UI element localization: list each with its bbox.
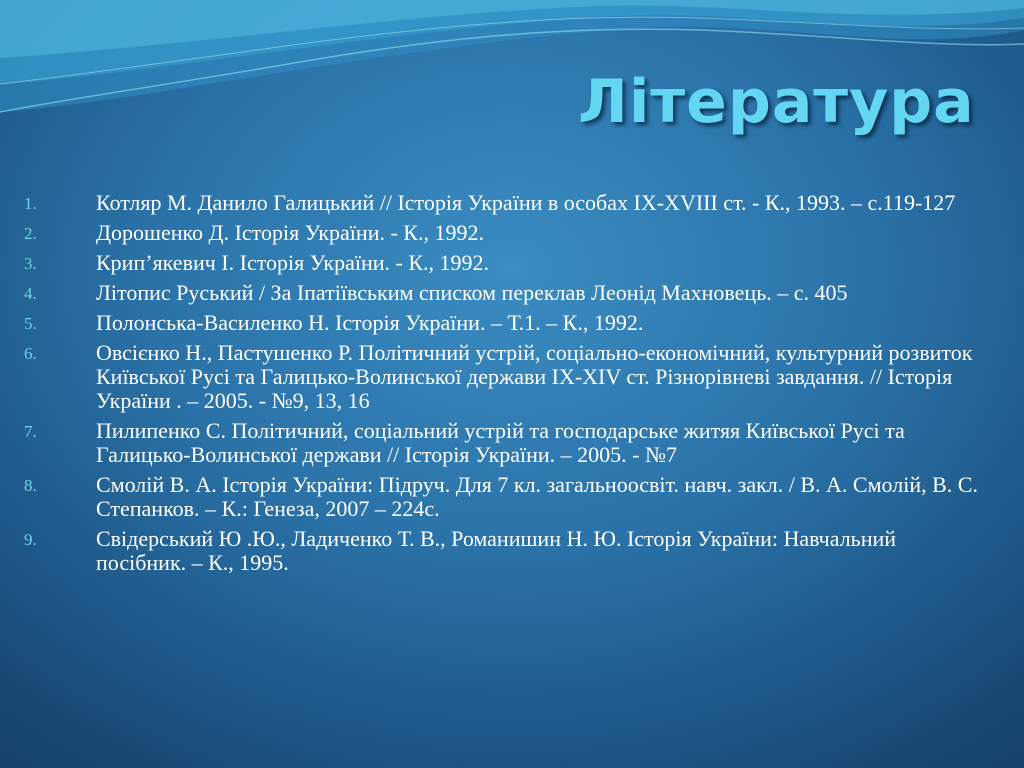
item-number: 2. <box>24 224 37 243</box>
item-text: Котляр М. Данило Галицький // Історія України в особах IX-XVIII ст. - К., 1993. – с.119-127 <box>96 190 956 215</box>
list-item <box>0 311 1024 335</box>
item-number: 1. <box>24 194 37 213</box>
list-item <box>0 221 1024 245</box>
list-item <box>0 527 1024 575</box>
item-text: Смолій В. А. Історія України: Підруч. Для 7 кл. загальноосвіт. навч. закл. / В. А. Смолій, В. С. Степанков. – К.: Генеза, 2007 – 224с. <box>96 472 978 521</box>
item-text: Літопис Руський / За Іпатіївським списком переклав Леонід Махновець. – с. 405 <box>96 280 848 305</box>
item-number: 9. <box>24 530 37 549</box>
item-text: Свідерський Ю .Ю., Ладиченко Т. В., Романишин Н. Ю. Історія України: Навчальний посібник. – К., 1995. <box>96 526 897 575</box>
item-number: 5. <box>24 314 37 333</box>
item-text: Овсієнко Н., Пастушенко Р. Політичний устрій, соціально-економічний, культурний розвиток Київської Русі та Галицько-Волинської держави IX-XIV ст. Різнорівневі завдання. // Історія України . – 2005. - №9, 13, 16 <box>96 340 973 413</box>
item-number: 7. <box>24 422 37 441</box>
reference-list <box>0 191 1024 581</box>
list-item <box>0 419 1024 467</box>
list-item <box>0 341 1024 413</box>
slide-title: Література <box>578 67 975 137</box>
item-number: 8. <box>24 476 37 495</box>
item-text: Пилипенко С. Політичний, соціальний устрій та господарське житяя Київської Русі та Галицько-Волинської держави // Історія України. – 2005. - №7 <box>96 418 905 467</box>
list-item <box>0 251 1024 275</box>
item-number: 4. <box>24 284 37 303</box>
item-text: Крип’якевич І. Історія України. - К., 1992. <box>96 250 490 275</box>
item-text: Дорошенко Д. Історія України. - К., 1992. <box>96 220 484 245</box>
item-text: Полонська-Василенко Н. Історія України. – Т.1. – К., 1992. <box>96 310 644 335</box>
list-item <box>0 473 1024 521</box>
list-item <box>0 281 1024 305</box>
item-number: 6. <box>24 344 37 363</box>
list-item <box>0 191 1024 215</box>
item-number: 3. <box>24 254 37 273</box>
